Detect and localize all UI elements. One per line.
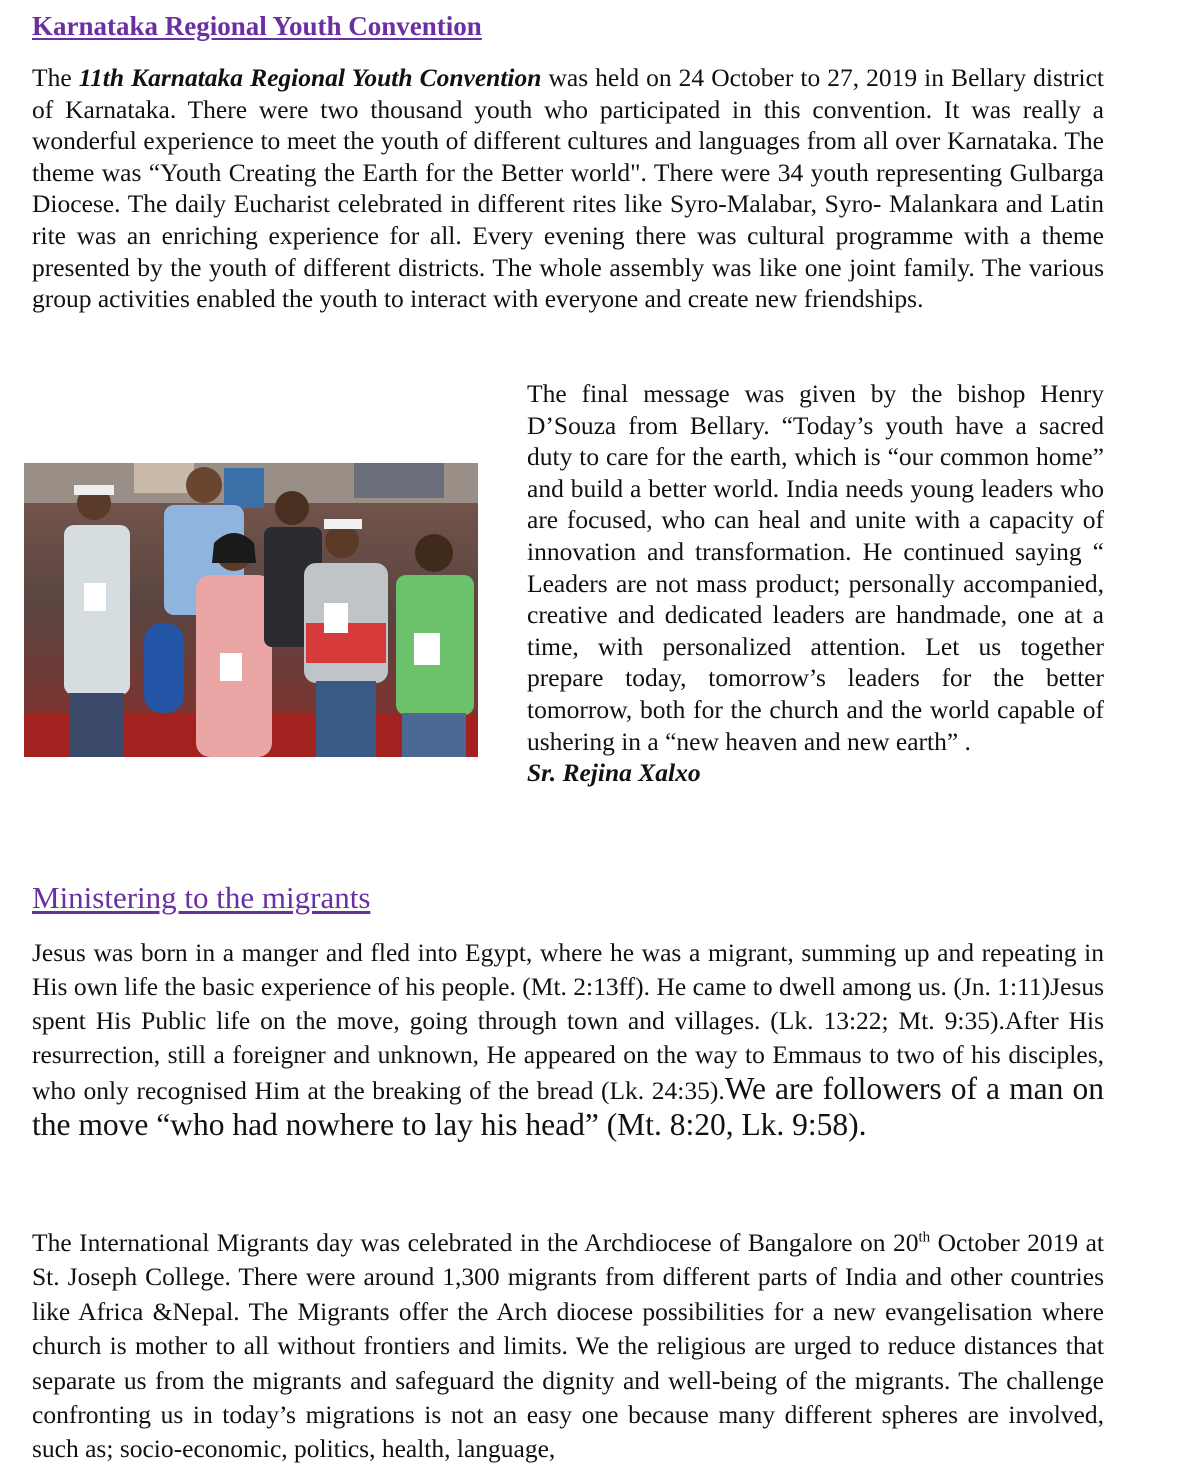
group-photo-image bbox=[24, 463, 478, 757]
ordinal-superscript: th bbox=[918, 1229, 931, 1246]
author-signature: Sr. Rejina Xalxo bbox=[527, 758, 701, 788]
convention-name-emphasis: 11th Karnataka Regional Youth Convention bbox=[78, 63, 542, 92]
paragraph-text-large: We are followers of a man on the move “who had nowhere to lay his head” (Mt. 8:20, Lk. 9:58). bbox=[32, 1071, 1104, 1142]
paragraph-convention-intro bbox=[32, 62, 1104, 315]
paragraph-text: was held on 24 October to 27, 2019 in Bellary district of Karnataka. There were two thousand youth who participated in this convention. It was really a wonderful experience to meet the youth of different cultures and languages from all over Karnataka. The theme was “Youth Creating the Earth for the Better world". There were 34 youth representing Gulbarga Diocese. The daily Eucharist celebrated in different rites like Syro-Malabar, Syro- Malankara and Latin rite was an enriching experience for all. Every evening there was cultural programme with a theme presented by the youth of different districts. The whole assembly was like one joint family. The various group activities enabled the youth to interact with everyone and create new friendships. bbox=[32, 63, 1104, 314]
paragraph-text: The bbox=[32, 63, 79, 92]
paragraph-jesus-migrant bbox=[32, 936, 1104, 1144]
section-heading-youth-convention: Karnataka Regional Youth Convention bbox=[32, 11, 482, 41]
paragraph-text: The International Migrants day was celebrated in the Archdiocese of Bangalore on 20 bbox=[32, 1228, 919, 1257]
paragraph-text: October 2019 at St. Joseph College. There were around 1,300 migrants from different parts of India and other countries like Africa &Nepal. The Migrants offer the Arch diocese possibilities for a new evangelisation where church is mother to all without frontiers and limits. We the religious are urged to reduce distances that separate us from the migrants and safeguard the dignity and well-being of the migrants. The challenge confronting us in today’s migrations is not an easy one because many different spheres are involved, such as; socio-economic, politics, health, language, bbox=[32, 1228, 1105, 1464]
group-photo bbox=[24, 463, 478, 757]
section-heading-migrants: Ministering to the migrants bbox=[32, 880, 371, 915]
paragraph-bishop-message bbox=[527, 378, 1104, 789]
paragraph-migrants-day bbox=[32, 1226, 1104, 1467]
paragraph-text: The final message was given by the bishop Henry D’Souza from Bellary. “Today’s youth have a sacred duty to care for the earth, which is “our common home” and build a better world. India needs young leaders who are focused, who can heal and unite with a capacity of innovation and transformation. He continued saying “ Leaders are not mass product; personally accompanied, creative and dedicated leaders are handmade, one at a time, with personalized attention. Let us together prepare today, tomorrow’s leaders for the better tomorrow, both for the church and the world capable of ushering in a “new heaven and new earth” . bbox=[527, 379, 1104, 756]
paragraph-text: Jesus was born in a manger and fled into Egypt, where he was a migrant, summing up and repeating in His own life the basic experience of his people. (Mt. 2:13ff). He came to dwell among us. (Jn. 1:11)Jesus spent His Public life on the move, going through town and villages. (Lk. 13:22; Mt. 9:35).After His resurrection, still a foreigner and unknown, He appeared on the way to Emmaus to two of his disciples, who only recognised Him at the breaking of the bread (Lk. 24:35). bbox=[32, 938, 1104, 1105]
